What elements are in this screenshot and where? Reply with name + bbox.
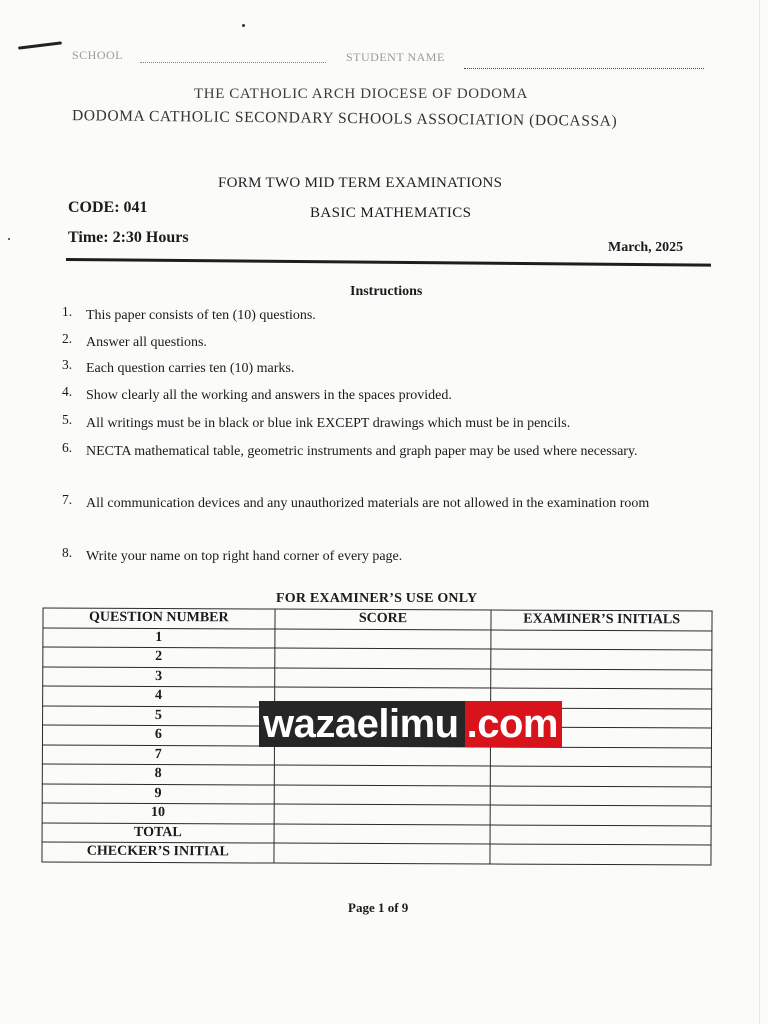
score-cell[interactable] [274,824,491,844]
question-number-cell: 3 [43,667,275,688]
question-number-cell: 4 [43,686,275,707]
speck [8,238,10,240]
initials-cell[interactable] [491,668,712,688]
instruction-number: 6. [62,440,73,455]
score-cell[interactable] [274,785,491,805]
watermark-brand: wazaelimu [259,701,465,747]
column-header-score: SCORE [275,609,492,629]
school-label: SCHOOL [72,48,124,62]
site-watermark [259,701,562,747]
instruction-text: Each question carries ten (10) marks. [86,361,295,376]
score-cell[interactable] [275,629,492,649]
instruction-text: All communication devices and any unauthorized materials are not allowed in the examination room [86,496,650,511]
subject-code: CODE: 041 [68,199,148,216]
initials-cell[interactable] [491,746,712,766]
initials-cell[interactable] [490,785,711,805]
name-fields [72,48,712,72]
header-divider [66,258,711,267]
instruction-text: All writings must be in black or blue ink EXCEPT drawings which must be in pencils. [86,416,571,431]
question-number-cell: 8 [42,764,274,785]
page-edge [759,0,760,1024]
instruction-number: 4. [62,384,73,399]
instruction-item [62,357,712,380]
instruction-text: Answer all questions. [86,335,207,350]
instruction-number: 7. [62,492,73,507]
question-number-cell: 7 [42,745,274,766]
exam-duration: Time: 2:30 Hours [68,229,189,246]
instruction-text: This paper consists of ten (10) questions. [86,308,316,323]
instruction-item [62,492,712,515]
student-name-field[interactable] [464,58,704,69]
instruction-text: NECTA mathematical table, geometric instruments and graph paper may be used where necessary. [86,444,638,459]
instruction-text: Write your name on top right hand corner of every page. [86,549,403,564]
instruction-item [62,440,712,463]
instruction-item [62,545,712,568]
initials-cell[interactable] [490,805,711,825]
initials-cell[interactable] [491,766,712,786]
question-number-cell: 2 [43,647,275,668]
question-number-cell: 6 [42,725,274,746]
initials-cell[interactable] [491,649,712,669]
subject-name: BASIC MATHEMATICS [310,205,472,221]
instruction-text: Show clearly all the working and answers in the spaces provided. [86,388,452,403]
initials-cell[interactable] [490,844,711,864]
question-number-cell: CHECKER’S INITIAL [42,842,274,863]
score-cell[interactable] [274,746,491,766]
diocese-heading: THE CATHOLIC ARCH DIOCESE OF DODOMA [194,86,528,102]
instruction-item [62,304,712,327]
speck [242,24,245,27]
score-cell[interactable] [274,648,491,668]
score-cell[interactable] [274,804,491,824]
instruction-number: 3. [62,357,73,372]
question-number-cell: 5 [43,706,275,727]
student-name-label: STUDENT NAME [346,50,445,64]
initials-cell[interactable] [491,629,712,649]
score-cell[interactable] [274,843,491,863]
instruction-number: 5. [62,412,73,427]
pen-stroke-mark [18,41,62,49]
score-cell[interactable] [274,668,491,688]
initials-cell[interactable] [490,824,711,844]
watermark-domain: .com [465,701,562,747]
instruction-number: 1. [62,304,73,319]
table-row [42,842,711,864]
column-header-initials: EXAMINER’S INITIALS [491,610,712,630]
column-header-question: QUESTION NUMBER [43,608,275,629]
exam-title: FORM TWO MID TERM EXAMINATIONS [218,175,503,191]
instruction-number: 2. [62,331,73,346]
instruction-item [62,412,712,435]
question-number-cell: TOTAL [42,823,274,844]
page-number: Page 1 of 9 [348,900,409,915]
instruction-item [62,384,712,407]
instruction-item [62,331,712,354]
school-field[interactable] [140,52,326,63]
association-heading: DODOMA CATHOLIC SECONDARY SCHOOLS ASSOCIATION (DOCASSA) [71,107,618,130]
exam-date: March, 2025 [608,240,684,255]
examiner-table-title: FOR EXAMINER’S USE ONLY [276,591,478,606]
question-number-cell: 1 [43,628,275,649]
instructions-title: Instructions [350,284,423,299]
score-cell[interactable] [274,765,491,785]
question-number-cell: 10 [42,803,274,824]
instruction-number: 8. [62,545,73,560]
question-number-cell: 9 [42,784,274,805]
